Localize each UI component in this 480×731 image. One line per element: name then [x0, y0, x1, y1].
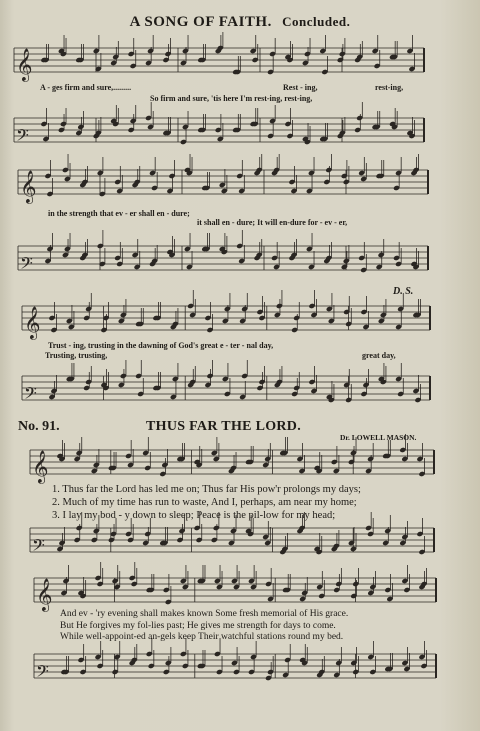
verse-line: And ev - 'ry evening shall makes known Some fresh memorial of His grace. — [60, 609, 349, 619]
lyric-line: great day, — [362, 351, 396, 360]
treble-clef-icon: 𝄞 — [32, 450, 49, 483]
treble-clef-icon: 𝄞 — [16, 48, 33, 81]
bass-clef-icon: 𝄢 — [16, 125, 29, 149]
header-subtitle: Concluded. — [282, 14, 351, 29]
verse-line: 2. Much of my time has run to waste, And I, perhaps, am near my home; — [52, 497, 357, 508]
treble-clef-icon: 𝄞 — [20, 170, 37, 203]
lyric-line: rest-ing, — [375, 83, 404, 92]
composer: Dr. LOWELL MASON. — [340, 433, 417, 442]
lyric-line: So firm and sure, 'tis here I'm rest-ing, rest-ing, — [150, 94, 313, 103]
lyric-line: it shall en - dure; It will en-dure for - ev - er, — [197, 218, 348, 227]
treble-clef-icon: 𝄞 — [24, 306, 41, 339]
bass-clef-icon: 𝄢 — [36, 661, 49, 685]
verse-line: 3. I lay my bod - y down to sleep; Peace is the pil-low for my head; — [52, 510, 336, 521]
lyric-line: in the strength that ev - er shall en - dure; — [48, 209, 190, 218]
lyric-line: Trust - ing, trusting in the dawning of God's great e - ter - nal day, — [48, 341, 274, 350]
verse-line: But He forgives my fol-lies past; He gives me strength for days to come. — [60, 621, 336, 631]
bass-clef-icon: 𝄢 — [24, 383, 37, 407]
lyric-line: Rest - ing, — [283, 83, 318, 92]
header-title: A SONG OF FAITH. — [129, 14, 272, 30]
treble-clef-icon: 𝄞 — [36, 578, 53, 611]
verse-line: 1. Thus far the Lord has led me on; Thus far His pow'r prolongs my days; — [52, 484, 361, 495]
song-title: THUS FAR THE LORD. — [146, 419, 302, 434]
lyric-line: Trusting, trusting, — [45, 351, 108, 360]
bass-clef-icon: 𝄢 — [32, 535, 45, 559]
verse-line: While well-appoint-ed an-gels keep Their watchful stations round my bed. — [60, 632, 344, 642]
bass-clef-icon: 𝄢 — [20, 253, 33, 277]
lyric-line: A - ges firm and sure,......... — [40, 83, 132, 92]
song-number: No. 91. — [18, 419, 60, 434]
ds-mark: D. S. — [393, 286, 414, 297]
